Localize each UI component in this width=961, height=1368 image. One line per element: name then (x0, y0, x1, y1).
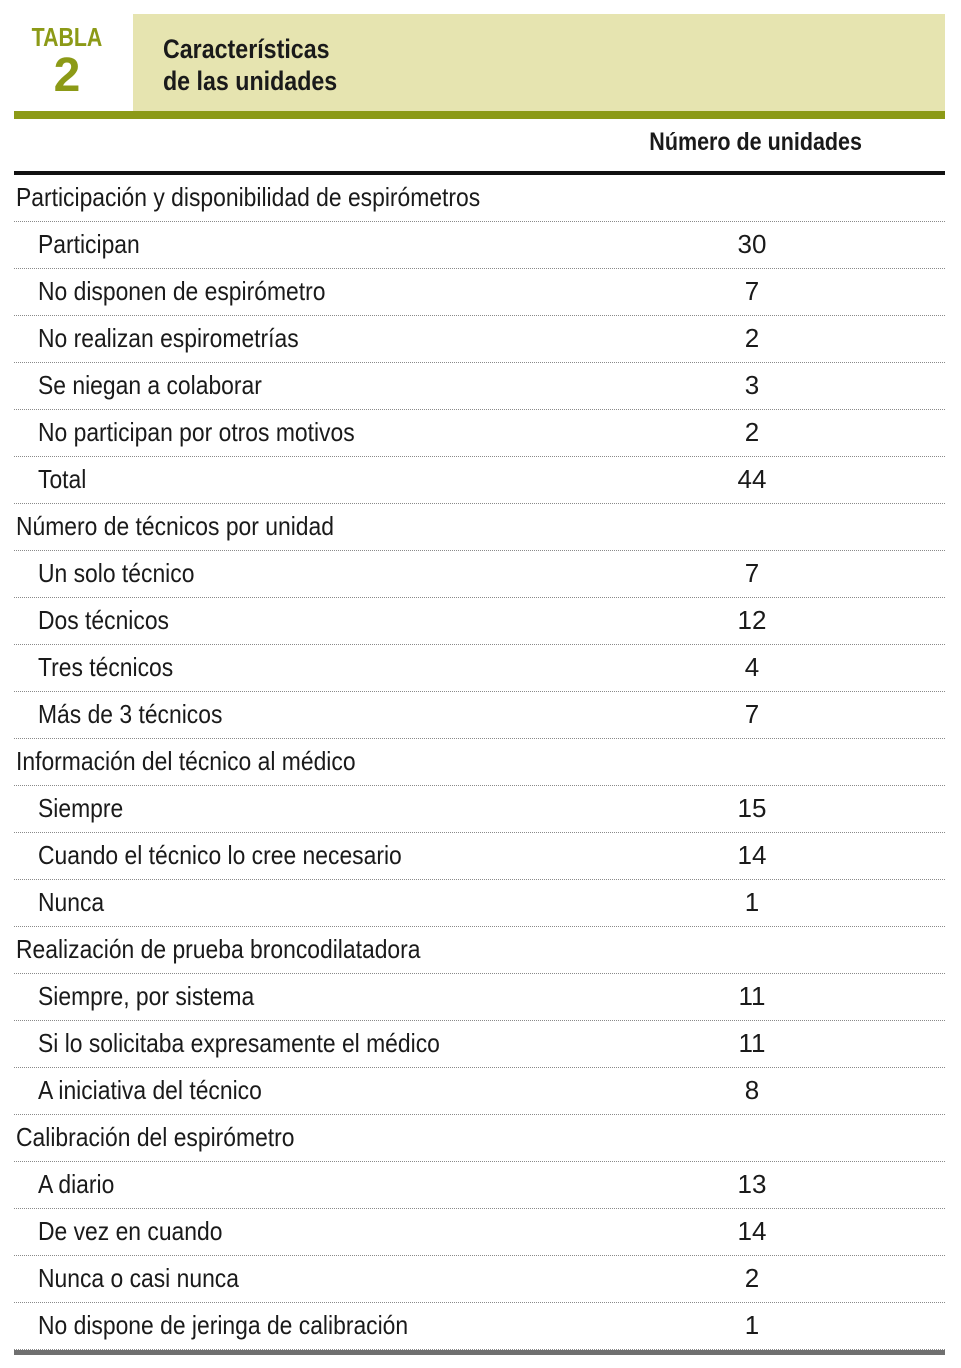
row-label: Un solo técnico (38, 558, 195, 588)
row-count: 13 (737, 1169, 767, 1199)
row-count: 1 (744, 887, 760, 917)
table-row (14, 410, 945, 457)
row-count: 11 (738, 1028, 766, 1058)
row-label: Siempre, por sistema (38, 981, 255, 1011)
row-label: Total (38, 464, 87, 494)
table-row (14, 457, 945, 504)
column-header-label: Número de unidades (649, 128, 863, 156)
row-label: Participan (38, 229, 140, 259)
row-count: 1 (744, 1310, 760, 1340)
section-row (14, 1115, 945, 1162)
row-label: A diario (38, 1169, 115, 1199)
table-row (14, 1021, 945, 1068)
column-header-count (600, 128, 912, 157)
table-row (14, 645, 945, 692)
row-count: 7 (744, 276, 760, 306)
row-label: No participan por otros motivos (38, 417, 355, 447)
row-label: A iniciativa del técnico (38, 1075, 262, 1105)
table-row (14, 833, 945, 880)
table-row (14, 222, 945, 269)
table-row (14, 316, 945, 363)
table-row (14, 551, 945, 598)
table-row (14, 363, 945, 410)
row-count: 7 (744, 558, 760, 588)
table-row (14, 880, 945, 927)
section-row (14, 175, 945, 222)
table-row (14, 974, 945, 1021)
section-row (14, 504, 945, 551)
table-row (14, 1303, 945, 1350)
row-label: Siempre (38, 793, 124, 823)
row-label: No realizan espirometrías (38, 323, 299, 353)
row-count: 14 (737, 840, 767, 870)
table-title-line-1: Características (163, 34, 330, 64)
row-count: 2 (744, 417, 760, 447)
table-row (14, 1162, 945, 1209)
table-label: TABLA (31, 22, 103, 52)
table-row (14, 1068, 945, 1115)
row-label: Más de 3 técnicos (38, 699, 223, 729)
row-label: No disponen de espirómetro (38, 276, 326, 306)
row-count: 4 (744, 652, 760, 682)
row-count: 8 (744, 1075, 760, 1105)
row-count: 14 (737, 1216, 767, 1246)
section-label: Participación y disponibilidad de espirómetros (16, 182, 481, 212)
row-count: 2 (744, 1263, 760, 1293)
section-label: Realización de prueba broncodilatadora (16, 934, 421, 964)
row-count: 7 (744, 699, 760, 729)
table-bottom-rule (14, 1350, 945, 1355)
table-row (14, 598, 945, 645)
section-label: Información del técnico al médico (16, 746, 356, 776)
row-label: Se niegan a colaborar (38, 370, 262, 400)
section-row (14, 927, 945, 974)
row-label: Tres técnicos (38, 652, 174, 682)
table-row (14, 1209, 945, 1256)
row-count: 2 (744, 323, 760, 353)
table-body (14, 175, 945, 1350)
table-row (14, 786, 945, 833)
table-row (14, 1256, 945, 1303)
row-count: 12 (737, 605, 767, 635)
row-count: 3 (744, 370, 760, 400)
table-row (14, 692, 945, 739)
row-label: Nunca (38, 887, 105, 917)
table-title-box (133, 14, 945, 112)
row-label: Dos técnicos (38, 605, 169, 635)
row-label: Si lo solicitaba expresamente el médico (38, 1028, 440, 1058)
row-count: 44 (737, 464, 767, 494)
table-title-line-2: de las unidades (163, 66, 338, 96)
row-label: No dispone de jeringa de calibración (38, 1310, 409, 1340)
table-header (14, 14, 945, 112)
section-label: Número de técnicos por unidad (16, 511, 334, 541)
row-label: Cuando el técnico lo cree necesario (38, 840, 402, 870)
header-divider (14, 111, 945, 119)
row-label: Nunca o casi nunca (38, 1263, 239, 1293)
table-row (14, 269, 945, 316)
row-count: 30 (737, 229, 767, 259)
row-label: De vez en cuando (38, 1216, 223, 1246)
row-count: 15 (737, 793, 767, 823)
table-number: 2 (53, 49, 81, 102)
section-row (14, 739, 945, 786)
row-count: 11 (738, 981, 766, 1011)
section-label: Calibración del espirómetro (16, 1122, 295, 1152)
table-number-box (14, 14, 132, 112)
